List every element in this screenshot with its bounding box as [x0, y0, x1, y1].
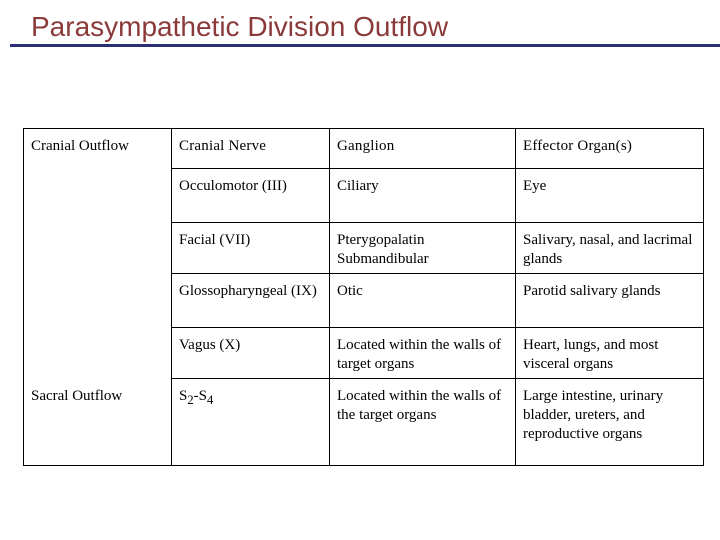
effector-cell: Eye — [516, 169, 704, 223]
sacral-nerve-separator: -S — [193, 388, 207, 404]
division-spacer — [24, 274, 172, 328]
header-effector-organs: Effector Organ(s) — [516, 129, 704, 169]
division-spacer — [24, 223, 172, 274]
outflow-table — [23, 128, 704, 466]
sacral-nerve-prefix: S — [179, 388, 188, 404]
sacral-nerve-subscript-start: 2 — [187, 393, 194, 407]
effector-cell: Large intestine, urinary bladder, ureters, and reproductive organs — [516, 379, 704, 466]
table-header-row — [24, 129, 704, 169]
ganglion-cell: Located within the walls of target organs — [330, 328, 516, 379]
ganglion-cell: Otic — [330, 274, 516, 328]
effector-cell: Salivary, nasal, and lacrimal glands — [516, 223, 704, 274]
ganglion-cell: Located within the walls of the target organs — [330, 379, 516, 466]
table-row — [24, 328, 704, 379]
effector-cell: Heart, lungs, and most visceral organs — [516, 328, 704, 379]
ganglion-cell: Ciliary — [330, 169, 516, 223]
nerve-cell: Glossopharyngeal (IX) — [172, 274, 330, 328]
cranial-outflow-label: Cranial Outflow — [24, 129, 172, 169]
nerve-cell: Vagus (X) — [172, 328, 330, 379]
sacral-nerve-subscript-end: 4 — [206, 393, 214, 407]
division-spacer — [24, 328, 172, 379]
effector-cell: Parotid salivary glands — [516, 274, 704, 328]
ganglion-cell: Pterygopalatin Submandibular — [330, 223, 516, 274]
division-spacer — [24, 169, 172, 223]
nerve-cell: Facial (VII) — [172, 223, 330, 274]
page-title: Parasympathetic Division Outflow — [31, 11, 449, 42]
title-underline — [10, 44, 720, 47]
sacral-nerve-cell — [172, 379, 330, 466]
header-ganglion: Ganglion — [330, 129, 516, 169]
table-row — [24, 169, 704, 223]
header-cranial-nerve: Cranial Nerve — [172, 129, 330, 169]
sacral-outflow-label: Sacral Outflow — [24, 379, 172, 466]
nerve-cell: Occulomotor (III) — [172, 169, 330, 223]
table-row-sacral — [24, 379, 704, 466]
table-row — [24, 223, 704, 274]
table-row — [24, 274, 704, 328]
